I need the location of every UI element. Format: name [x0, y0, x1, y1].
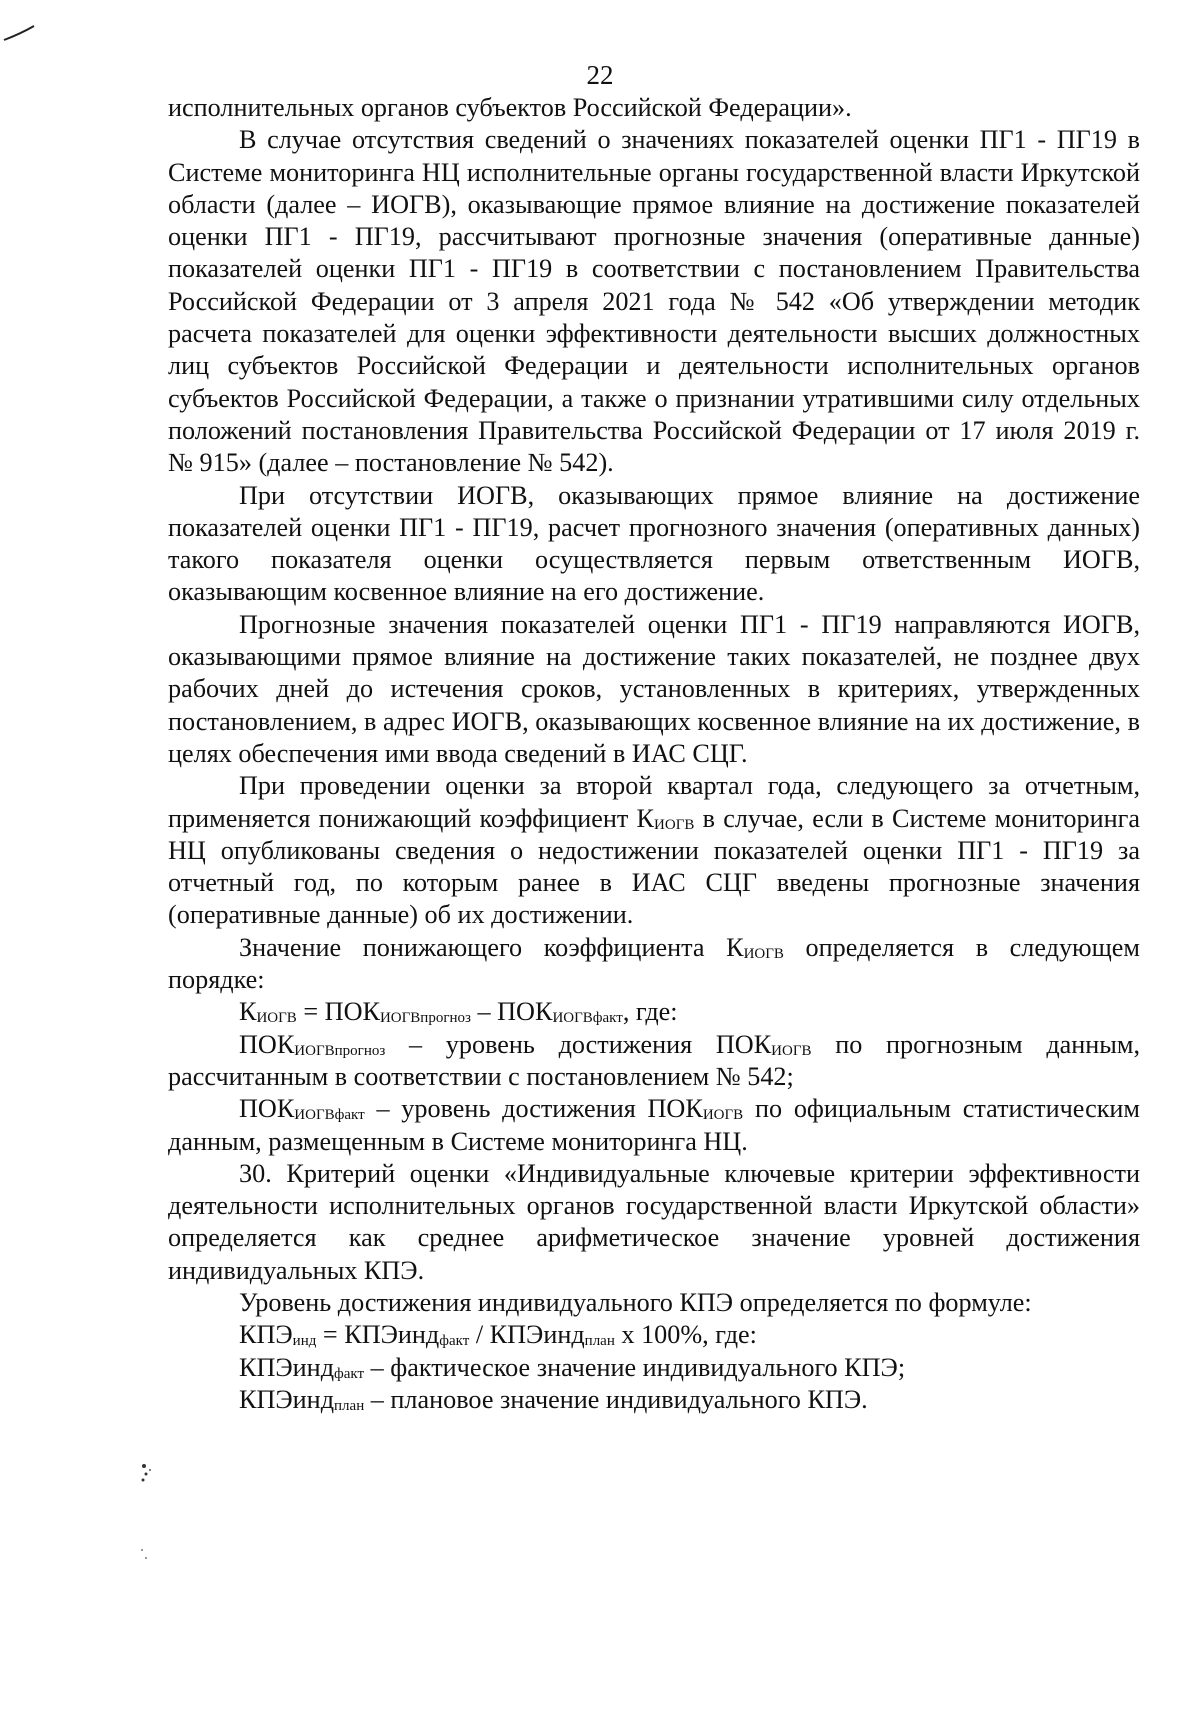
- paragraph-6: [168, 996, 1140, 1028]
- subscript-text: ИОГВ: [654, 816, 695, 833]
- document-body: [168, 92, 1140, 1416]
- paragraph-9: [168, 1158, 1140, 1287]
- text-run: по прогнозным данным, рассчитанным в соответствии с постановлением № 542;: [168, 1029, 1141, 1091]
- subscript-text: ИОГВ: [256, 1010, 297, 1027]
- paragraph-3: [168, 609, 1140, 770]
- text-run: ПОК: [239, 1094, 295, 1124]
- text-run: х 100%, где:: [614, 1320, 757, 1350]
- scan-mark-top-left: [0, 0, 80, 60]
- text-run: КПЭинд: [239, 1352, 335, 1382]
- paragraph-5: [168, 932, 1140, 997]
- text-run: КПЭ: [239, 1320, 293, 1350]
- text-run: К: [239, 997, 257, 1027]
- subscript-text: ИОГВ: [771, 1042, 812, 1059]
- subscript-text: план: [584, 1333, 615, 1350]
- text-run: Значение понижающего коэффициента К: [239, 932, 744, 962]
- paragraph-13: [168, 1384, 1140, 1416]
- text-run: – уровень достижения ПОК: [385, 1029, 772, 1059]
- paragraph-8: [168, 1093, 1140, 1158]
- subscript-text: инд: [292, 1333, 317, 1350]
- text-run: Прогнозные значения показателей оценки ПГ1 - ПГ19 направляются ИОГВ, оказывающими прямое влияние на достижение таких показателей, не позднее двух рабочих дней до истечения сроков, установленных в критериях, утвержденных постановлением, в адрес ИОГВ, оказывающих косвенное влияние на их достижение, в целях обеспечения ими ввода сведений в ИАС СЦГ.: [168, 609, 1140, 768]
- text-run: по официальным статистическим данным, размещенным в Системе мониторинга НЦ.: [168, 1094, 1140, 1156]
- paragraph-2: [168, 480, 1140, 609]
- paragraph-12: [168, 1352, 1140, 1384]
- subscript-text: ИОГВпрогноз: [294, 1042, 386, 1059]
- paragraph-0: [168, 92, 1140, 124]
- subscript-text: ИОГВфакт: [552, 1010, 623, 1027]
- subscript-text: ИОГВпрогноз: [379, 1010, 471, 1027]
- paragraph-1: [168, 124, 1140, 479]
- paragraph-11: [168, 1319, 1140, 1351]
- text-run: При отсутствии ИОГВ, оказывающих прямое влияние на достижение показателей оценки ПГ1 - ПГ19, расчет прогнозного значения (оперативных данных) такого показателя оценки осуществляется первым ответственным ИОГВ, оказывающим косвенное влияние на его достижение.: [168, 480, 1140, 607]
- subscript-text: факт: [334, 1365, 365, 1382]
- text-run: – уровень достижения ПОК: [364, 1094, 703, 1124]
- text-run: в случае, если в Системе мониторинга НЦ опубликованы сведения о недостижении показателей оценки ПГ1 - ПГ19 за отчетный год, по которым ранее в ИАС СЦГ введены прогнозные значения (оперативные данные) об их достижении.: [168, 803, 1141, 930]
- subscript-text: ИОГВфакт: [294, 1107, 365, 1124]
- text-run: исполнительных органов субъектов Российской Федерации».: [168, 93, 852, 122]
- text-run: = ПОК: [296, 997, 380, 1027]
- text-run: – фактическое значение индивидуального КПЭ;: [364, 1352, 906, 1382]
- text-run: ПОК: [239, 1029, 295, 1059]
- text-run: – ПОК: [470, 997, 553, 1027]
- text-run: В случае отсутствия сведений о значениях показателей оценки ПГ1 - ПГ19 в Системе мониторинга НЦ исполнительные органы государственной власти Иркутской области (далее – ИОГВ), оказывающие прямое влияние на достижение показателей оценки ПГ1 - ПГ19, рассчитывают прогнозные значения (оперативные данные) показателей оценки ПГ1 - ПГ19 в соответствии с постановлением Правительства Российской Федерации от 3 апреля 2021 года № 542 «Об утверждении методик расчета показателей для оценки эффективности деятельности высших должностных лиц субъектов Российской Федерации и деятельности исполнительных органов субъектов Российской Федерации, а также о признании утратившими силу отдельных положений постановления Правительства Российской Федерации от 17 июля 2019 г. № 915» (далее – постановление № 542).: [168, 125, 1140, 478]
- text-run: КПЭинд: [239, 1384, 335, 1414]
- subscript-text: план: [334, 1397, 365, 1414]
- page-number: 22: [586, 60, 614, 90]
- subscript-text: ИОГВ: [702, 1107, 744, 1124]
- paragraph-7: [168, 1029, 1140, 1094]
- subscript-text: ИОГВ: [743, 945, 784, 962]
- subscript-text: факт: [439, 1333, 470, 1350]
- text-run: определяется в следующем порядке:: [168, 932, 1140, 995]
- paragraph-4: [168, 770, 1140, 931]
- paragraph-10: [168, 1287, 1140, 1319]
- text-run: / КПЭинд: [469, 1320, 585, 1350]
- text-run: – плановое значение индивидуального КПЭ.: [364, 1384, 868, 1414]
- text-run: , где:: [622, 997, 678, 1027]
- text-run: 30. Критерий оценки «Индивидуальные ключевые критерии эффективности деятельности исполнительных органов государственной власти Иркутской области» определяется как среднее арифметическое значение уровней достижения индивидуальных КПЭ.: [168, 1158, 1140, 1285]
- text-run: При проведении оценки за второй квартал года, следующего за отчетным, применяется понижающий коэффициент К: [168, 771, 1140, 833]
- text-run: Уровень достижения индивидуального КПЭ определяется по формуле:: [239, 1287, 1032, 1317]
- scan-dots-left: [134, 1460, 164, 1580]
- text-run: = КПЭинд: [316, 1320, 440, 1350]
